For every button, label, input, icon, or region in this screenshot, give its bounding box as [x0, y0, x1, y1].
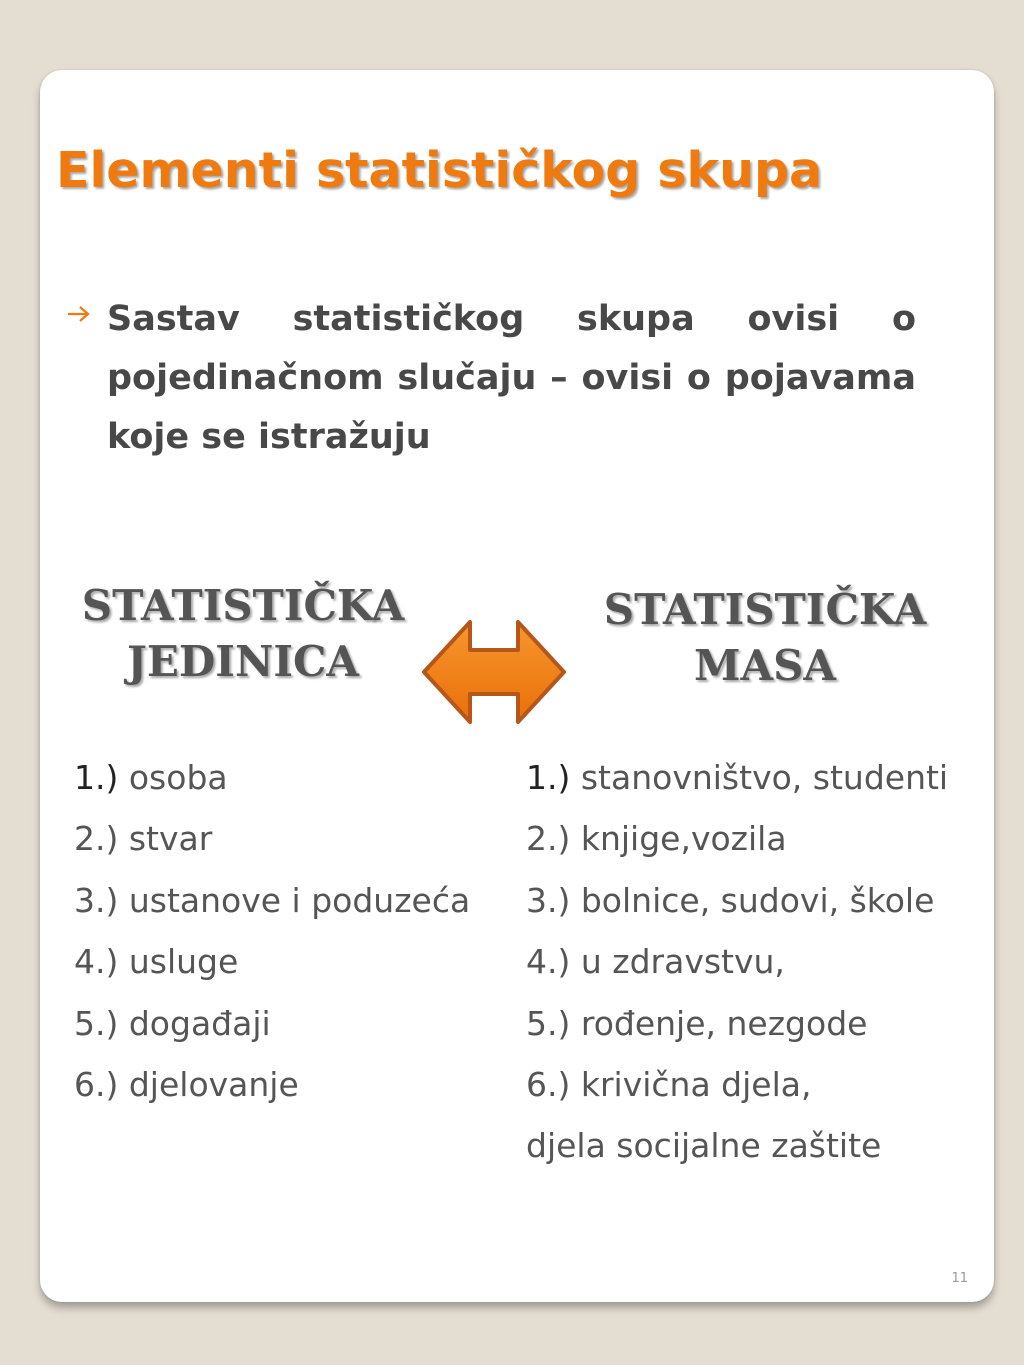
list-item — [74, 808, 470, 869]
list-item-number: 6.) — [526, 1065, 571, 1105]
list-item-number: 3.) — [74, 880, 119, 920]
heading-statisticka-jedinica — [58, 578, 428, 690]
list-item-number: 4.) — [526, 942, 571, 982]
heading-line: STATISTIČKA — [81, 581, 405, 630]
list-item-text: krivična djela, — [570, 1065, 812, 1105]
list-item-number: 1.) — [526, 758, 571, 797]
list-item — [526, 993, 948, 1054]
list-item-number: 5.) — [526, 1003, 571, 1043]
list-item — [526, 931, 948, 992]
list-item-number: 2.) — [526, 819, 571, 859]
list-item — [526, 808, 948, 869]
list-item — [526, 870, 948, 931]
list-item — [74, 870, 470, 931]
list-item — [74, 993, 470, 1054]
heading-line: JEDINICA — [126, 637, 359, 686]
heading-line: MASA — [694, 641, 836, 690]
bullet-point — [66, 290, 916, 467]
list-item-number: 1.) — [74, 758, 119, 797]
page-number: 11 — [951, 1271, 968, 1286]
list-item-text: rođenje, nezgode — [570, 1003, 868, 1043]
bullet-text: Sastav statističkog skupa ovisi o pojedinačnom slučaju – ovisi o pojavama koje se istražuju — [107, 299, 916, 457]
list-item-number: 5.) — [74, 1003, 119, 1043]
heading-statisticka-masa — [580, 582, 950, 694]
list-item — [526, 1054, 948, 1115]
list-statisticka-jedinica — [74, 747, 470, 1115]
list-item-number: 2.) — [74, 819, 119, 859]
list-item — [74, 931, 470, 992]
list-item-text: stvar — [118, 819, 213, 859]
list-item — [74, 747, 470, 808]
list-item — [526, 1115, 948, 1176]
slide — [40, 70, 994, 1302]
list-statisticka-masa — [526, 747, 948, 1177]
arrow-right-icon — [66, 304, 92, 324]
list-item-text: osoba — [118, 758, 228, 797]
list-item-text: ustanove i poduzeća — [118, 880, 471, 920]
list-item-number: 3.) — [526, 880, 571, 920]
list-item-number: 4.) — [74, 942, 119, 982]
list-item-text: djelovanje — [118, 1065, 299, 1105]
list-item — [74, 1054, 470, 1115]
list-item-text: usluge — [118, 942, 239, 982]
list-item-text: u zdravstvu, — [570, 942, 785, 982]
list-item-text: stanovništvo, studenti — [570, 758, 949, 797]
list-item-text: bolnice, sudovi, škole — [570, 880, 935, 920]
slide-title: Elementi statističkog skupa — [56, 142, 823, 199]
heading-line: STATISTIČKA — [603, 585, 927, 634]
double-arrow-icon — [420, 618, 568, 726]
list-item-number: 6.) — [74, 1065, 119, 1105]
list-item-text: djela socijalne zaštite — [526, 1126, 882, 1166]
list-item-text: događaji — [118, 1003, 271, 1043]
list-item-text: knjige,vozila — [570, 819, 787, 859]
list-item — [526, 747, 948, 808]
